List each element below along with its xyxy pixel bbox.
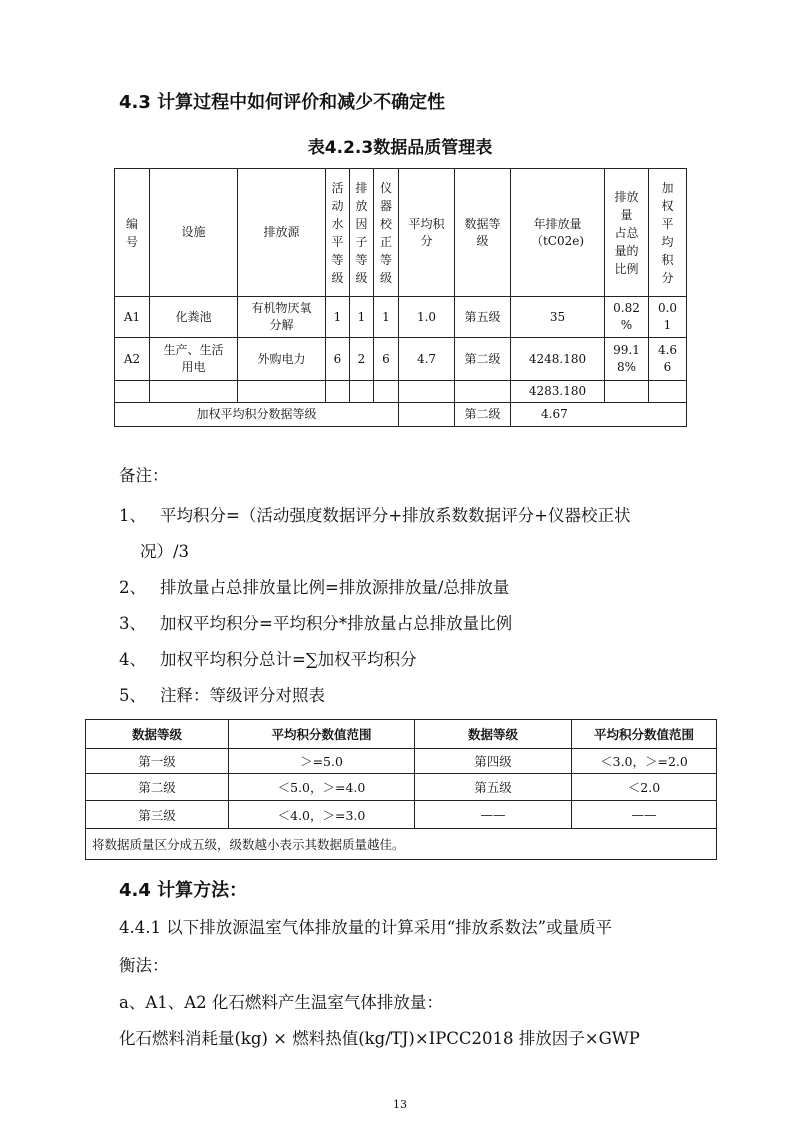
cell: ——: [572, 801, 717, 829]
header-grade: 数据等级: [415, 720, 572, 749]
cell: A2: [115, 338, 150, 381]
table1-caption: 表4.2.3数据品质管理表: [307, 138, 493, 158]
table-row: [115, 338, 687, 381]
table2-footnote-row: [86, 829, 717, 860]
cell: 第二级: [455, 338, 511, 381]
cell: 6: [326, 338, 350, 381]
cell: ＞=5.0: [229, 749, 415, 774]
cell: 1.0: [399, 297, 455, 338]
table-row: [86, 801, 717, 829]
cell: 2: [350, 338, 374, 381]
para2: a、A1、A2 化石燃料产生温室气体排放量：: [119, 993, 443, 1012]
note-2-num: 2、: [119, 578, 146, 597]
header-source: 排放源: [238, 169, 326, 297]
notes-title: 备注：: [119, 466, 169, 485]
para3: 化石燃料消耗量(kg) × 燃料热值(kg/TJ)×IPCC2018 排放因子×GWP: [119, 1029, 640, 1048]
cell: 1: [326, 297, 350, 338]
cell: 1: [350, 297, 374, 338]
header-weighted-score: 加 权 平 均 积 分: [649, 169, 687, 297]
header-range: 平均积分数值范围: [572, 720, 717, 749]
cell: 第二级: [86, 774, 229, 801]
cell: 4248.180: [511, 338, 605, 381]
header-ratio: 排放 量 占总 量的 比例: [605, 169, 649, 297]
cell: 化粪池: [150, 297, 238, 338]
table-row: [86, 774, 717, 801]
note-5-text: 注释：等级评分对照表: [160, 686, 325, 705]
header-grade: 数据等级: [86, 720, 229, 749]
cell: 0.0 1: [649, 297, 687, 338]
cell: 第一级: [86, 749, 229, 774]
table-row: [86, 749, 717, 774]
note-3-num: 3、: [119, 614, 146, 633]
header-data-level: 数据等 级: [455, 169, 511, 297]
table-row-summary: [115, 403, 687, 427]
note-1-cont: 况）/3: [140, 542, 190, 561]
total-emission: 4283.180: [511, 381, 605, 403]
header-range: 平均积分数值范围: [229, 720, 415, 749]
note-1-text: 平均积分=（活动强度数据评分+排放系数数据评分+仪器校正状: [160, 506, 631, 525]
header-activity-level: 活 动 水 平 等 级: [326, 169, 350, 297]
para1-line2: 衡法：: [119, 956, 169, 975]
cell: ＜5.0，＞=4.0: [229, 774, 415, 801]
page-number: 13: [393, 1098, 407, 1111]
cell: 6: [374, 338, 399, 381]
note-4-text: 加权平均积分总计=∑加权平均积分: [160, 650, 417, 669]
section2-heading: 4.4 计算方法：: [119, 880, 248, 901]
header-id: 编 号: [115, 169, 150, 297]
summary-label: 加权平均积分数据等级: [115, 403, 399, 427]
table2-header-row: [86, 720, 717, 749]
cell: 第三级: [86, 801, 229, 829]
header-calibration-level: 仪 器 校 正 等 级: [374, 169, 399, 297]
cell: 第五级: [415, 774, 572, 801]
note-5-num: 5、: [119, 686, 146, 705]
table2-footnote: 将数据质量区分成五级，级数越小表示其数据质量越佳。: [86, 829, 717, 860]
note-4-num: 4、: [119, 650, 146, 669]
cell: ＜2.0: [572, 774, 717, 801]
para1-line1: 4.4.1 以下排放源温室气体排放量的计算采用“排放系数法”或量质平: [119, 918, 613, 937]
cell: 4.7: [399, 338, 455, 381]
cell: 外购电力: [238, 338, 326, 381]
cell: 有机物厌氧 分解: [238, 297, 326, 338]
cell: ＜4.0，＞=3.0: [229, 801, 415, 829]
summary-value: 4.67: [511, 403, 687, 427]
header-average-score: 平均积 分: [399, 169, 455, 297]
section-heading: 4.3 计算过程中如何评价和减少不确定性: [119, 92, 446, 113]
cell: 0.82 %: [605, 297, 649, 338]
cell: A1: [115, 297, 150, 338]
cell: 99.1 8%: [605, 338, 649, 381]
cell: ——: [415, 801, 572, 829]
cell: 第五级: [455, 297, 511, 338]
note-2-text: 排放量占总排放量比例=排放源排放量/总排放量: [160, 578, 510, 597]
cell: 35: [511, 297, 605, 338]
table1-header-row: [115, 169, 687, 297]
cell: 1: [374, 297, 399, 338]
table-row-total: [115, 381, 687, 403]
note-1-num: 1、: [119, 506, 146, 525]
cell: 第四级: [415, 749, 572, 774]
header-facility: 设施: [150, 169, 238, 297]
note-3-text: 加权平均积分=平均积分*排放量占总排放量比例: [160, 614, 513, 633]
grade-reference-table: [85, 719, 717, 860]
table-row: [115, 297, 687, 338]
header-factor-level: 排 放 因 子 等 级: [350, 169, 374, 297]
cell: 生产、生活 用电: [150, 338, 238, 381]
summary-level: 第二级: [455, 403, 511, 427]
cell: ＜3.0，＞=2.0: [572, 749, 717, 774]
cell: 4.6 6: [649, 338, 687, 381]
data-quality-table: [114, 168, 687, 427]
header-annual-emission: 年排放量 （tC02e): [511, 169, 605, 297]
